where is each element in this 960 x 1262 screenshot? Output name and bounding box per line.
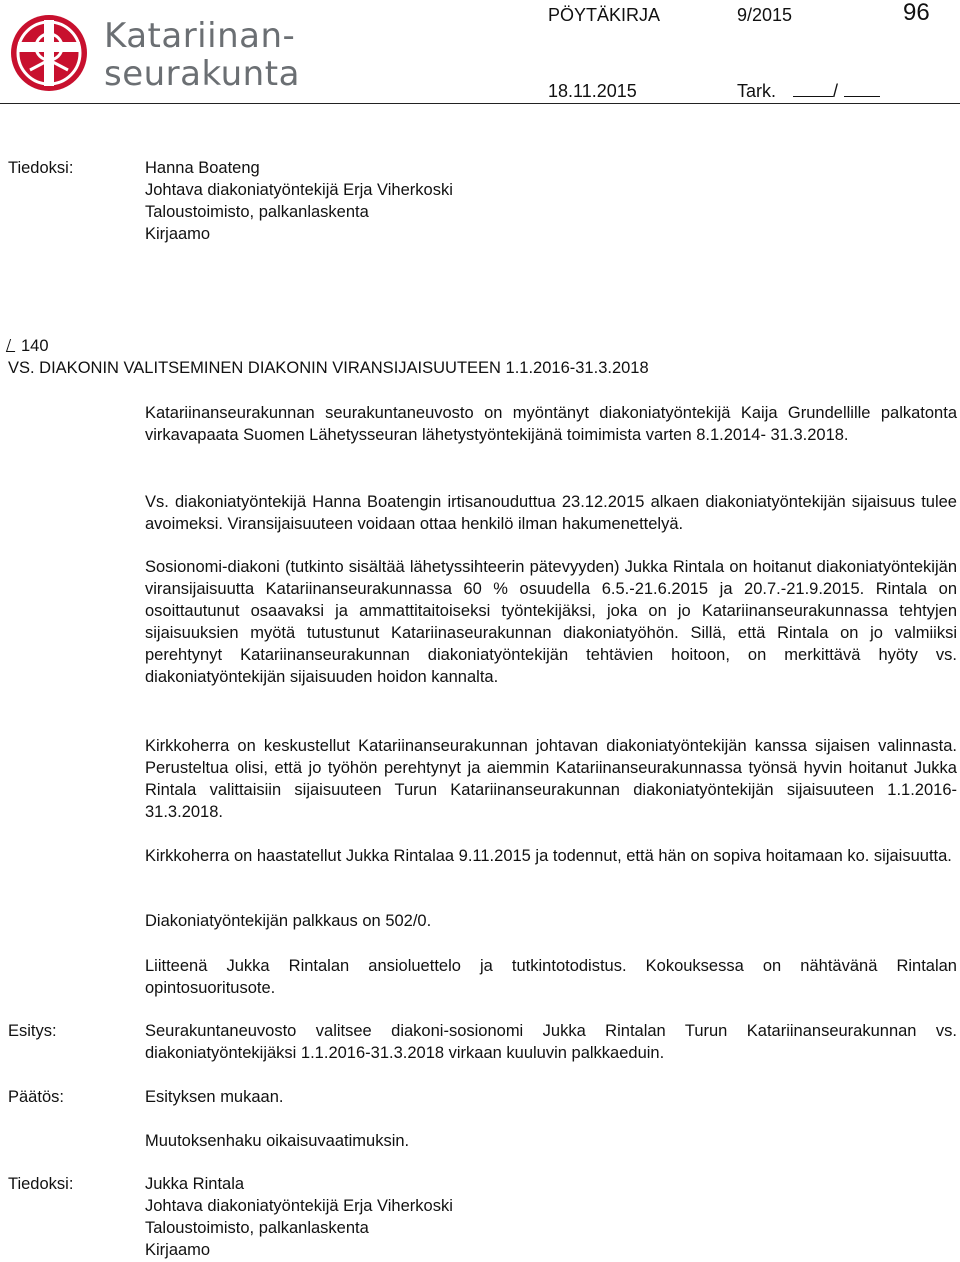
tiedoksi-list-top bbox=[145, 157, 957, 245]
paragraph-4: Kirkkoherra on keskustellut Katariinanseurakunnan johtavan diakoniatyöntekijän kanssa sijaisen valinnasta. Perusteltua olisi, että jo työhön perehtynyt ja aiemmin Katariinanseurakunnassa työnsä hyvin hoitanut Jukka Rintala valittaisiin sijaisuuteen Turun Katariinanseurakunnan diakoniatyöntekijän sijaisuuteen 1.1.2016-31.3.2018. bbox=[145, 737, 957, 821]
paragraph-3: Sosionomi-diakoni (tutkinto sisältää lähetyssihteerin pätevyyden) Jukka Rintala on hoitanut diakoniatyöntekijän viransijaisuutta Katariinanseurakunnassa 60 % osuudella 6.5.-21.6.2015 ja 20.7.-21.9.2015. Rintala on osoittautunut osaavaksi ja ammattitaitoiseksi työntekijäksi, joka on jo Katariinanseurakunnassa tehtyjen sijaisuuksien myötä tutustunut Katariinaseurakunnan diakoniatyöhön. Sillä, että Rintala on jo valmiiksi perehtynyt Katariinanseurakunnan diakoniatyöntekijän tehtävien hoitoon, on merkittävä hyöty vs. diakoniatyöntekijän sijaisuuden hoidon kannalta. bbox=[145, 558, 957, 686]
paatos-text: Esityksen mukaan. bbox=[145, 1088, 284, 1106]
header-divider bbox=[0, 103, 960, 104]
recipient-item: Kirjaamo bbox=[145, 1241, 211, 1259]
brand-name-line-2: seurakunta bbox=[104, 54, 300, 94]
tark-blank-1 bbox=[793, 80, 833, 97]
tiedoksi-list-bottom bbox=[145, 1173, 957, 1261]
meeting-date: 18.11.2015 bbox=[548, 81, 637, 101]
tark-separator: / bbox=[833, 81, 839, 101]
document-number: 9/2015 bbox=[737, 5, 793, 25]
recipient-item: Taloustoimisto, palkanlaskenta bbox=[145, 203, 369, 221]
checkmark-icon bbox=[6, 339, 19, 352]
paatos-label: Päätös: bbox=[8, 1088, 64, 1106]
recipient-item: Jukka Rintala bbox=[145, 1175, 245, 1193]
tark-field bbox=[737, 80, 880, 102]
brand-name-line-1: Katariinan- bbox=[104, 16, 296, 56]
tark-blank-2 bbox=[844, 80, 880, 97]
paragraph-6: Diakoniatyöntekijän palkkaus on 502/0. bbox=[145, 912, 432, 930]
recipient-item: Johtava diakoniatyöntekijä Erja Viherkoski bbox=[145, 1197, 453, 1215]
recipient-item: Taloustoimisto, palkanlaskenta bbox=[145, 1219, 369, 1237]
section-title: VS. DIAKONIN VALITSEMINEN DIAKONIN VIRANSIJAISUUTEEN 1.1.2016-31.3.2018 bbox=[8, 359, 649, 377]
paragraph-7: Liitteenä Jukka Rintalan ansioluettelo ja tutkintotodistus. Kokouksessa on nähtävänä Rintalan opintosuoritusote. bbox=[145, 957, 957, 997]
tiedoksi-label-bottom: Tiedoksi: bbox=[8, 1175, 74, 1193]
section-number: 140 bbox=[8, 335, 49, 357]
recipient-item: Hanna Boateng bbox=[145, 159, 260, 177]
paragraph-2: Vs. diakoniatyöntekijä Hanna Boatengin irtisanouduttua 23.12.2015 alkaen diakoniatyöntekijän sijaisuus tulee avoimeksi. Viransijaisuuteen voidaan ottaa henkilö ilman hakumenettelyä. bbox=[145, 493, 957, 533]
document-type: PÖYTÄKIRJA bbox=[548, 5, 661, 25]
paragraph-5: Kirkkoherra on haastatellut Jukka Rintalaa 9.11.2015 ja todennut, että hän on sopiva hoitamaan ko. sijaisuutta. bbox=[145, 847, 952, 865]
recipient-item: Johtava diakoniatyöntekijä Erja Viherkoski bbox=[145, 181, 453, 199]
recipient-item: Kirjaamo bbox=[145, 225, 211, 243]
paragraph-1: Katariinanseurakunnan seurakuntaneuvosto on myöntänyt diakoniatyöntekijä Kaija Grundellille palkatonta virkavapaata Suomen Lähetysseuran lähetystyöntekijänä toimimista varten 8.1.2014- 31.3.2018. bbox=[145, 404, 957, 444]
tiedoksi-label-top: Tiedoksi: bbox=[8, 159, 74, 177]
organization-logo bbox=[8, 12, 300, 94]
esitys-text: Seurakuntaneuvosto valitsee diakoni-sosionomi Jukka Rintalan Turun Katariinanseurakunnan vs. diakoniatyöntekijäksi 1.1.2016-31.3.2018 virkaan kuuluvin palkkaeduin. bbox=[145, 1022, 957, 1062]
page-number: 96 bbox=[903, 0, 930, 26]
tark-label: Tark. bbox=[737, 81, 777, 101]
esitys-label: Esitys: bbox=[8, 1022, 57, 1040]
appeal-text: Muutoksenhaku oikaisuvaatimuksin. bbox=[145, 1132, 410, 1150]
cross-emblem-icon bbox=[8, 12, 90, 94]
